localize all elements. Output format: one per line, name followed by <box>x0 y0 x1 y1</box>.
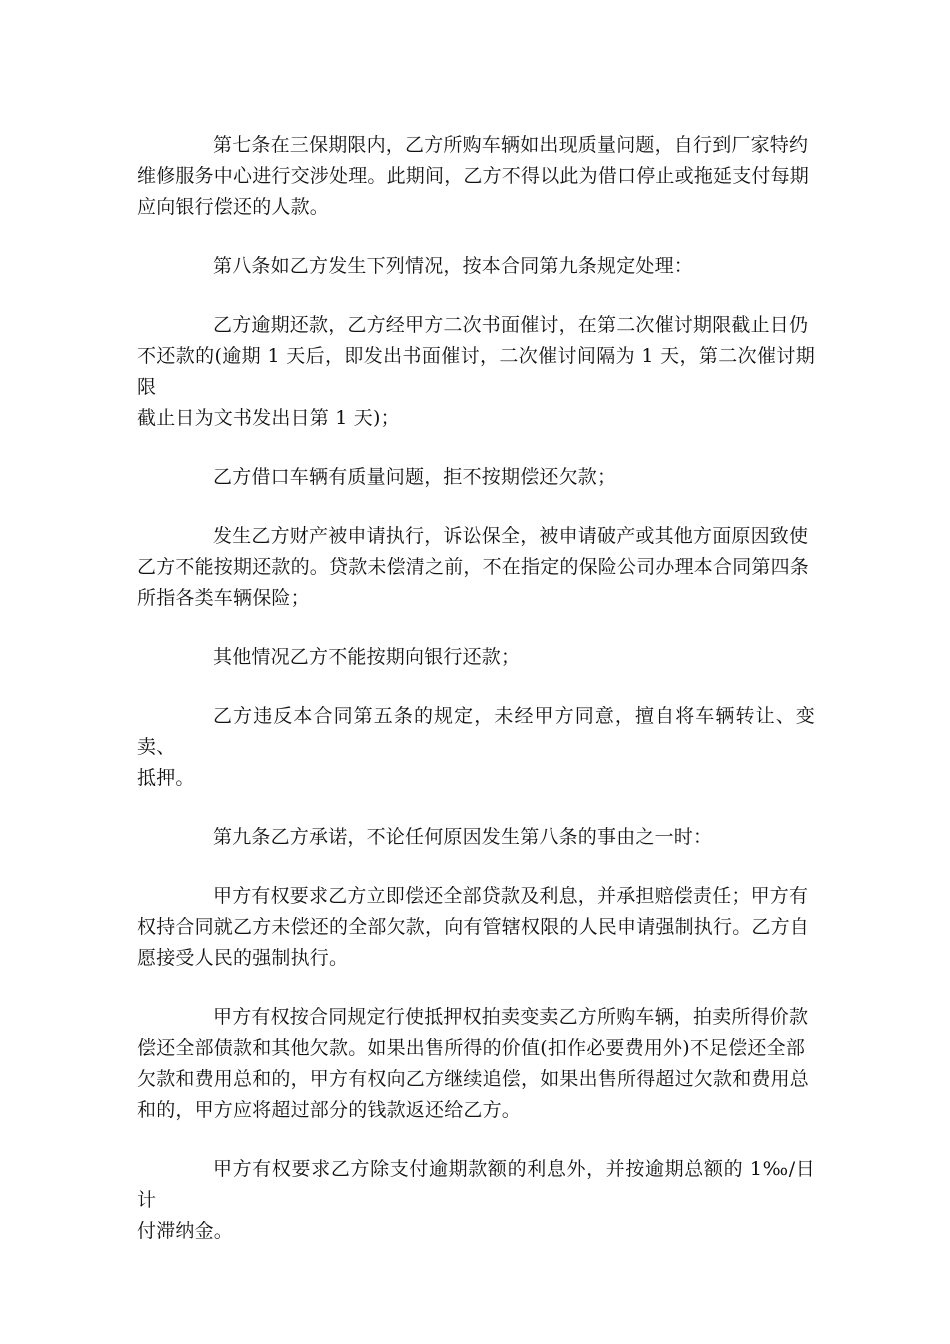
paragraph-line: 第七条在三保期限内，乙方所购车辆如出现质量问题，自行到厂家特约 <box>213 134 809 156</box>
paragraph-7 <box>137 701 815 794</box>
paragraph-1 <box>137 130 815 223</box>
paragraph-line: 乙方违反本合同第五条的规定，未经甲方同意，擅自将车辆转让、变卖、 <box>137 705 815 758</box>
paragraph-line: 其他情况乙方不能按期向银行还款； <box>213 646 521 668</box>
paragraph-4 <box>137 462 815 493</box>
paragraph-2 <box>137 251 815 282</box>
paragraph-9 <box>137 881 815 974</box>
document-page <box>137 130 815 1275</box>
paragraph-line: 甲方有权要求乙方立即偿还全部贷款及利息，并承担赔偿责任；甲方有 <box>213 885 809 907</box>
paragraph-line: 乙方借口车辆有质量问题，拒不按期偿还欠款； <box>213 466 617 488</box>
paragraph-6 <box>137 642 815 673</box>
paragraph-line: 发生乙方财产被申请执行，诉讼保全，被申请破产或其他方面原因致使 <box>213 525 809 547</box>
paragraph-line: 和的，甲方应将超过部分的钱款返还给乙方。 <box>137 1099 522 1121</box>
paragraph-line: 截止日为文书发出日第 1 天)； <box>137 407 400 429</box>
paragraph-8 <box>137 822 815 853</box>
paragraph-11 <box>137 1154 815 1247</box>
paragraph-line: 应向银行偿还的人款。 <box>137 196 330 218</box>
paragraph-line: 第九条乙方承诺，不论任何原因发生第八条的事由之一时： <box>213 826 713 848</box>
paragraph-line: 抵押。 <box>137 767 195 789</box>
paragraph-line: 权持合同就乙方未偿还的全部欠款，向有管辖权限的人民申请强制执行。乙方自 <box>137 916 810 938</box>
paragraph-line: 不还款的(逾期 1 天后，即发出书面催讨，二次催讨间隔为 1 天，第二次催讨期限 <box>137 345 815 398</box>
paragraph-line: 维修服务中心进行交涉处理。此期间，乙方不得以此为借口停止或拖延支付每期 <box>137 165 810 187</box>
paragraph-line: 乙方逾期还款，乙方经甲方二次书面催讨，在第二次催讨期限截止日仍 <box>213 314 809 336</box>
paragraph-line: 付滞纳金。 <box>137 1220 234 1242</box>
paragraph-line: 偿还全部债款和其他欠款。如果出售所得的价值(扣作必要费用外)不足偿还全部 <box>137 1037 806 1059</box>
paragraph-line: 乙方不能按期还款的。贷款未偿清之前，不在指定的保险公司办理本合同第四条 <box>137 556 810 578</box>
paragraph-5 <box>137 521 815 614</box>
paragraph-line: 欠款和费用总和的，甲方有权向乙方继续追偿，如果出售所得超过欠款和费用总 <box>137 1068 810 1090</box>
paragraph-line: 所指各类车辆保险； <box>137 587 310 609</box>
paragraph-line: 甲方有权要求乙方除支付逾期款额的利息外，并按逾期总额的 1‰/日计 <box>137 1158 815 1211</box>
paragraph-line: 第八条如乙方发生下列情况，按本合同第九条规定处理： <box>213 255 694 277</box>
paragraph-3 <box>137 310 815 434</box>
paragraph-10 <box>137 1002 815 1126</box>
paragraph-line: 愿接受人民的强制执行。 <box>137 947 349 969</box>
paragraph-line: 甲方有权按合同规定行使抵押权拍卖变卖乙方所购车辆，拍卖所得价款 <box>213 1006 809 1028</box>
